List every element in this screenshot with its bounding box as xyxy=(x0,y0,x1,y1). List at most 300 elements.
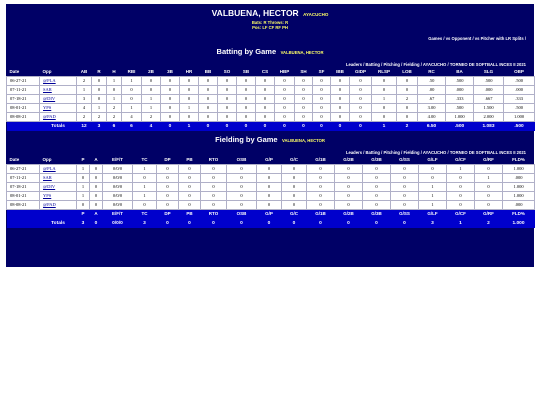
table-row xyxy=(7,85,535,94)
fielding-totals-col-header: G/LF xyxy=(427,211,438,217)
table-cell: 1 xyxy=(133,191,157,200)
batting-link-5[interactable]: TORNEO DE SOFTBALL INCES II 2021 xyxy=(449,62,526,67)
table-cell: 0 xyxy=(199,103,218,112)
batting-col-header[interactable]: SH xyxy=(300,68,307,74)
fielding-totals-col-header: G/2B xyxy=(343,211,354,217)
table-cell: 0 xyxy=(295,94,313,103)
opponent-link[interactable]: @PAD xyxy=(43,202,56,207)
table-cell: 0 xyxy=(201,200,227,209)
batting-body xyxy=(7,76,535,121)
table-cell: 0 xyxy=(397,76,418,85)
totals-cell: 0 xyxy=(94,220,98,226)
fielding-totals-col-header: G/P xyxy=(265,211,273,217)
table-cell: 0 xyxy=(227,200,257,209)
table-cell xyxy=(40,200,77,209)
fielding-totals-col-header: OSB xyxy=(236,211,247,217)
table-cell: 1 xyxy=(142,103,161,112)
batting-col-header[interactable]: LOB xyxy=(402,68,412,74)
table-cell: 1 xyxy=(122,103,142,112)
table-cell: 0 xyxy=(391,191,419,200)
fielding-totals-row xyxy=(7,218,535,228)
table-cell: 0 xyxy=(90,182,103,191)
table-cell: 3.00 xyxy=(418,103,446,112)
table-cell: 0 xyxy=(90,164,103,173)
table-cell: 0 xyxy=(237,94,256,103)
fielding-col-header[interactable]: RTO xyxy=(208,156,219,162)
totals-cell: 0 xyxy=(188,220,191,226)
table-cell: .000 xyxy=(474,85,504,94)
table-cell: 07-18-21 xyxy=(7,182,40,191)
table-row xyxy=(7,76,535,85)
totals-label: Totals xyxy=(51,220,65,226)
table-row xyxy=(7,94,535,103)
table-cell: 0 xyxy=(419,164,447,173)
totals-cell: 1 xyxy=(382,123,386,129)
opponent-link[interactable]: SAR xyxy=(43,87,52,92)
table-cell: .333 xyxy=(504,94,535,103)
batting-col-header[interactable]: GIDP xyxy=(354,68,366,74)
table-cell: 0 xyxy=(372,112,397,121)
table-cell: 0 xyxy=(350,112,372,121)
positions: Pos: LF CF RF PH xyxy=(252,25,288,30)
totals-cell: 3 xyxy=(431,220,434,226)
table-cell: 0 xyxy=(313,94,331,103)
batting-col-header[interactable]: R xyxy=(97,68,101,74)
fielding-col-header[interactable]: A xyxy=(94,156,98,162)
table-cell xyxy=(40,182,77,191)
table-cell: 06-27-21 xyxy=(7,76,40,85)
table-cell: 0 xyxy=(475,164,503,173)
table-cell: 1 xyxy=(372,94,397,103)
table-cell: 0 xyxy=(257,200,282,209)
table-cell: 0 xyxy=(282,200,307,209)
table-cell: 0 xyxy=(256,85,275,94)
table-cell: .500 xyxy=(446,76,474,85)
opponent-link[interactable]: @DIV xyxy=(43,184,56,189)
table-cell: 1 xyxy=(419,200,447,209)
fielding-col-header[interactable]: DP xyxy=(164,156,171,162)
totals-cell: 0 xyxy=(319,220,322,226)
table-cell: 1 xyxy=(180,103,199,112)
table-cell: 0 xyxy=(275,112,295,121)
table-cell: 0 xyxy=(363,182,391,191)
table-cell: 0 xyxy=(133,173,157,182)
opponent-link[interactable]: @PAD xyxy=(43,114,56,119)
table-cell: 0 xyxy=(133,200,157,209)
table-cell: 08-01-21 xyxy=(7,103,40,112)
table-cell: 0 xyxy=(313,85,331,94)
fielding-link-0[interactable]: Leaders xyxy=(345,150,363,155)
batting-col-header[interactable]: SO xyxy=(223,68,231,74)
table-cell: 0 xyxy=(307,191,335,200)
table-cell: 0 xyxy=(218,76,237,85)
table-cell: 0 xyxy=(256,112,275,121)
totals-cell: 1.000 xyxy=(512,220,525,226)
table-cell: .500 xyxy=(446,103,474,112)
table-cell: 0 xyxy=(107,85,122,94)
table-cell: 0 xyxy=(391,182,419,191)
table-cell: 2 xyxy=(397,94,418,103)
table-cell: 0 xyxy=(92,76,107,85)
table-cell: 0 xyxy=(227,191,257,200)
table-cell: 0 xyxy=(331,103,350,112)
batting-col-header[interactable]: BB xyxy=(204,68,212,74)
fielding-totals-col-header: E/F/T xyxy=(112,211,123,217)
batting-col-header[interactable]: RBI xyxy=(127,68,136,74)
table-cell: .000 xyxy=(503,200,535,209)
table-cell: .333 xyxy=(446,94,474,103)
fielding-col-header[interactable]: TC xyxy=(141,156,148,162)
totals-cell: 0 xyxy=(320,123,323,129)
table-cell: 0 xyxy=(256,103,275,112)
table-cell: .500 xyxy=(504,103,535,112)
fielding-col-header[interactable]: G/3B xyxy=(371,156,382,162)
fielding-col-header[interactable]: G/LF xyxy=(427,156,438,162)
batting-link-1[interactable]: Batting xyxy=(365,62,380,67)
totals-cell: 3 xyxy=(81,220,85,226)
table-cell: 0 xyxy=(257,191,282,200)
fielding-totals-col-header: G/CF xyxy=(455,211,466,217)
table-cell: 0 xyxy=(391,173,419,182)
link-vs-opponent[interactable]: vs Opponent xyxy=(445,36,472,41)
batting-section-title xyxy=(6,45,534,58)
fielding-link-2[interactable]: Pitching xyxy=(383,150,400,155)
fielding-totals-col-header: TC xyxy=(141,211,148,217)
totals-cell: 12 xyxy=(81,123,87,129)
player-name: VALBUENA, HECTOR xyxy=(211,8,299,18)
table-cell: 4 xyxy=(77,103,92,112)
table-cell: 0 xyxy=(307,182,335,191)
table-cell: .000 xyxy=(504,85,535,94)
fielding-totals-col-header: FLD% xyxy=(512,211,525,217)
totals-cell: .500 xyxy=(514,123,524,129)
totals-cell: 1.083 xyxy=(482,123,495,129)
fielding-col-header[interactable]: Opp xyxy=(42,156,52,162)
table-cell: 07-11-21 xyxy=(7,173,40,182)
table-cell: 0 xyxy=(275,76,295,85)
link-vs-pitcher[interactable]: vs Pitcher with LR Splits xyxy=(474,36,524,41)
table-cell: 1 xyxy=(77,164,90,173)
table-cell: 0 xyxy=(161,85,180,94)
totals-cell: 4 xyxy=(149,123,153,129)
opponent-link[interactable]: @PLA xyxy=(43,78,56,83)
fielding-title: Fielding by Game xyxy=(215,135,278,144)
fielding-col-header[interactable]: PB xyxy=(186,156,193,162)
fielding-col-header[interactable]: E/F/T xyxy=(112,156,123,162)
bats-throws: Bats: R Throws: R xyxy=(251,20,289,25)
table-cell: 1 xyxy=(77,85,92,94)
blank-cell xyxy=(7,209,40,218)
player-header xyxy=(6,4,534,30)
fielding-totals-header-row xyxy=(7,209,535,218)
batting-col-header[interactable]: BA xyxy=(456,68,463,74)
table-cell: 1 xyxy=(77,182,90,191)
table-cell: 1 xyxy=(142,94,161,103)
table-cell: 1 xyxy=(447,164,475,173)
table-cell: 0 xyxy=(77,200,90,209)
batting-col-header[interactable]: 2B xyxy=(148,68,154,74)
table-cell: 0 xyxy=(199,76,218,85)
table-cell: 1 xyxy=(475,173,503,182)
link-separator: / xyxy=(419,150,423,155)
fielding-totals-col-header: G/SS xyxy=(399,211,410,217)
table-cell: 0 xyxy=(257,182,282,191)
link-separator: / xyxy=(419,62,423,67)
link-separator: / xyxy=(379,62,384,67)
table-cell: 0 xyxy=(157,164,179,173)
fielding-link-1[interactable]: Batting xyxy=(365,150,380,155)
table-row xyxy=(7,164,535,173)
table-cell: 0 xyxy=(295,85,313,94)
table-cell: 0 xyxy=(419,173,447,182)
table-cell: 0 xyxy=(180,94,199,103)
totals-cell: 0/0/0 xyxy=(112,220,123,226)
batting-col-header[interactable]: SB xyxy=(242,68,250,74)
totals-cell: 0 xyxy=(403,220,406,226)
opponent-link[interactable]: @DIV xyxy=(43,96,56,101)
table-row xyxy=(7,191,535,200)
table-cell: 4.00 xyxy=(418,112,446,121)
table-cell: 2 xyxy=(107,112,122,121)
totals-cell: 0 xyxy=(338,123,342,129)
opponent-link[interactable]: SAR xyxy=(43,175,52,180)
blank-cell xyxy=(7,121,40,131)
table-cell: 0 xyxy=(161,103,180,112)
fielding-totals-col-header: G/C xyxy=(289,211,298,217)
table-cell: .50 xyxy=(418,76,446,85)
table-cell: 0 xyxy=(335,173,363,182)
fielding-link-3[interactable]: Fielding xyxy=(403,150,420,155)
table-cell: 0 xyxy=(363,173,391,182)
fielding-totals-col-header: PB xyxy=(186,211,193,217)
totals-cell: 3 xyxy=(143,220,146,226)
table-cell: 0 xyxy=(447,182,475,191)
totals-cell: 1 xyxy=(187,123,191,129)
batting-col-header[interactable]: RLSP xyxy=(377,68,390,74)
table-cell: 1 xyxy=(133,164,157,173)
table-cell: 0 xyxy=(92,85,107,94)
table-cell: 0 xyxy=(201,173,227,182)
fielding-col-header[interactable]: Date xyxy=(9,156,20,162)
table-cell: .500 xyxy=(474,76,504,85)
table-cell: 1.000 xyxy=(503,191,535,200)
fielding-subtitle: VALBUENA, HECTOR xyxy=(282,138,325,143)
table-cell: 0 xyxy=(350,94,372,103)
totals-cell: 2 xyxy=(487,220,490,226)
table-cell: 0 xyxy=(199,94,218,103)
table-cell: 0 xyxy=(350,103,372,112)
table-cell: 0 xyxy=(257,173,282,182)
table-cell: 0 xyxy=(179,191,201,200)
fielding-col-header[interactable]: FLD% xyxy=(512,156,525,162)
table-cell: 0 xyxy=(350,85,372,94)
fielding-totals-col-header: A xyxy=(94,211,98,217)
table-cell: 0 xyxy=(313,112,331,121)
batting-link-3[interactable]: Fielding xyxy=(403,62,420,67)
table-cell xyxy=(40,164,77,173)
batting-totals-row xyxy=(7,121,535,131)
table-cell: 0 xyxy=(77,173,90,182)
table-cell: 1 xyxy=(107,76,122,85)
batting-col-header[interactable]: Date xyxy=(9,68,20,74)
table-cell: 1 xyxy=(77,191,90,200)
table-cell xyxy=(40,112,77,121)
batting-col-header[interactable]: 3B xyxy=(167,68,173,74)
fielding-col-header[interactable]: G/RF xyxy=(483,156,494,162)
table-cell: 1.000 xyxy=(504,112,535,121)
opponent-link[interactable]: YPS xyxy=(43,193,52,198)
batting-col-header[interactable]: HBP xyxy=(279,68,290,74)
totals-cell: 0 xyxy=(283,123,286,129)
totals-cell: 0 xyxy=(263,123,267,129)
batting-col-header[interactable]: IBB xyxy=(336,68,344,74)
table-cell: 0 xyxy=(335,200,363,209)
table-cell: 0 xyxy=(372,103,397,112)
table-cell: 2 xyxy=(77,112,92,121)
table-cell: 0 xyxy=(335,182,363,191)
table-cell: 1 xyxy=(133,182,157,191)
table-cell: 2 xyxy=(92,112,107,121)
fielding-col-header[interactable]: G/C xyxy=(289,156,298,162)
table-cell: 0 xyxy=(475,191,503,200)
totals-cell: 3 xyxy=(97,123,101,129)
totals-cell: 6 xyxy=(130,123,133,129)
link-separator: / xyxy=(399,62,404,67)
fielding-totals-col-header: G/1B xyxy=(315,211,326,217)
table-cell: 0 xyxy=(391,200,419,209)
blank-cell xyxy=(7,218,40,228)
totals-label: Totals xyxy=(51,123,65,129)
table-cell: 0 xyxy=(256,76,275,85)
fielding-totals-col-header: DP xyxy=(164,211,171,217)
table-cell: 0 xyxy=(397,112,418,121)
batting-col-header[interactable]: CS xyxy=(261,68,269,74)
batting-col-header[interactable]: AB xyxy=(80,68,88,74)
totals-cell: 0 xyxy=(359,123,362,129)
table-cell: 07-11-21 xyxy=(7,85,40,94)
table-cell: 0 xyxy=(331,85,350,94)
batting-col-header[interactable]: OBP xyxy=(514,68,524,74)
table-cell: 0 xyxy=(157,182,179,191)
table-cell: 0 xyxy=(237,112,256,121)
table-row xyxy=(7,182,535,191)
table-cell: 0 xyxy=(201,191,227,200)
fielding-table xyxy=(6,155,535,228)
table-cell: 0 xyxy=(142,76,161,85)
fielding-col-header[interactable]: G/1B xyxy=(315,156,326,162)
totals-cell: 0 xyxy=(375,220,378,226)
table-cell: 0 xyxy=(372,76,397,85)
table-cell: 0/0/0 xyxy=(103,164,133,173)
table-cell: 0 xyxy=(179,164,201,173)
table-cell: 0 xyxy=(295,112,313,121)
batting-col-header[interactable]: SLG xyxy=(483,68,494,74)
opponent-link[interactable]: @PLA xyxy=(43,166,56,171)
batting-col-header[interactable]: Opp xyxy=(42,68,52,74)
table-cell: 0 xyxy=(363,164,391,173)
link-games[interactable]: Games xyxy=(428,36,443,41)
table-cell: 0 xyxy=(199,112,218,121)
table-cell: 0 xyxy=(227,182,257,191)
batting-col-header[interactable]: HR xyxy=(185,68,193,74)
batting-link-0[interactable]: Leaders xyxy=(345,62,363,67)
table-cell: 08-08-21 xyxy=(7,112,40,121)
opponent-link[interactable]: YPS xyxy=(43,105,52,110)
fielding-col-header[interactable]: G/2B xyxy=(343,156,354,162)
fielding-col-header[interactable]: G/P xyxy=(265,156,273,162)
table-cell: 1 xyxy=(419,191,447,200)
batting-link-4[interactable]: AYACUCHO xyxy=(422,62,447,67)
table-cell: 0 xyxy=(331,112,350,121)
fielding-col-header[interactable]: G/CF xyxy=(455,156,466,162)
table-cell: 0 xyxy=(397,103,418,112)
fielding-section-title xyxy=(6,133,534,146)
fielding-link-5[interactable]: TORNEO DE SOFTBALL INCES II 2021 xyxy=(449,150,526,155)
table-cell: 2 xyxy=(107,103,122,112)
table-cell: 0 xyxy=(201,182,227,191)
table-cell: 0 xyxy=(161,76,180,85)
page-container xyxy=(6,4,534,267)
link-separator: / xyxy=(446,62,450,67)
table-cell xyxy=(40,103,77,112)
table-cell: 0 xyxy=(295,76,313,85)
table-cell: 0 xyxy=(295,103,313,112)
fielding-col-header[interactable]: OSB xyxy=(236,156,247,162)
totals-cell: 0 xyxy=(244,123,248,129)
batting-col-header[interactable]: RC xyxy=(428,68,435,74)
table-cell: 1.000 xyxy=(446,112,474,121)
batting-link-2[interactable]: Pitching xyxy=(383,62,400,67)
table-cell: 0 xyxy=(397,85,418,94)
table-cell: 0 xyxy=(122,85,142,94)
batting-header-row xyxy=(7,67,535,76)
table-cell: 2 xyxy=(142,112,161,121)
table-cell: 0 xyxy=(475,200,503,209)
batting-col-header[interactable]: SF xyxy=(318,68,325,74)
batting-col-header[interactable]: H xyxy=(112,68,116,74)
table-cell: 0 xyxy=(391,164,419,173)
table-cell: 1.500 xyxy=(474,103,504,112)
table-cell: 0 xyxy=(313,76,331,85)
table-cell: 0/0/0 xyxy=(103,200,133,209)
totals-cell: .500 xyxy=(454,123,465,129)
table-cell: 0 xyxy=(180,112,199,121)
table-cell: .500 xyxy=(504,76,535,85)
totals-cell: 0 xyxy=(206,123,210,129)
totals-cell: 0 xyxy=(168,123,172,129)
totals-cell: 0 xyxy=(212,220,215,226)
table-cell: 1 xyxy=(92,103,107,112)
totals-cell: 0 xyxy=(225,123,229,129)
fielding-link-4[interactable]: AYACUCHO xyxy=(422,150,447,155)
table-cell: 0 xyxy=(218,85,237,94)
table-cell: 1 xyxy=(419,182,447,191)
table-cell: 0 xyxy=(161,94,180,103)
fielding-totals-col-header: G/3B xyxy=(371,211,382,217)
fielding-col-header[interactable]: P xyxy=(81,156,85,162)
table-cell: 0 xyxy=(331,76,350,85)
table-cell: 0 xyxy=(282,173,307,182)
batting-title: Batting by Game xyxy=(216,47,277,56)
fielding-col-header[interactable]: G/SS xyxy=(399,156,410,162)
totals-cell: 0 xyxy=(292,220,296,226)
totals-cell: 6 xyxy=(112,123,116,129)
fielding-totals-col-header: RTO xyxy=(208,211,219,217)
table-cell: .000 xyxy=(446,85,474,94)
table-cell: 0 xyxy=(282,182,307,191)
table-cell: 0 xyxy=(180,85,199,94)
table-cell: 2 xyxy=(77,76,92,85)
